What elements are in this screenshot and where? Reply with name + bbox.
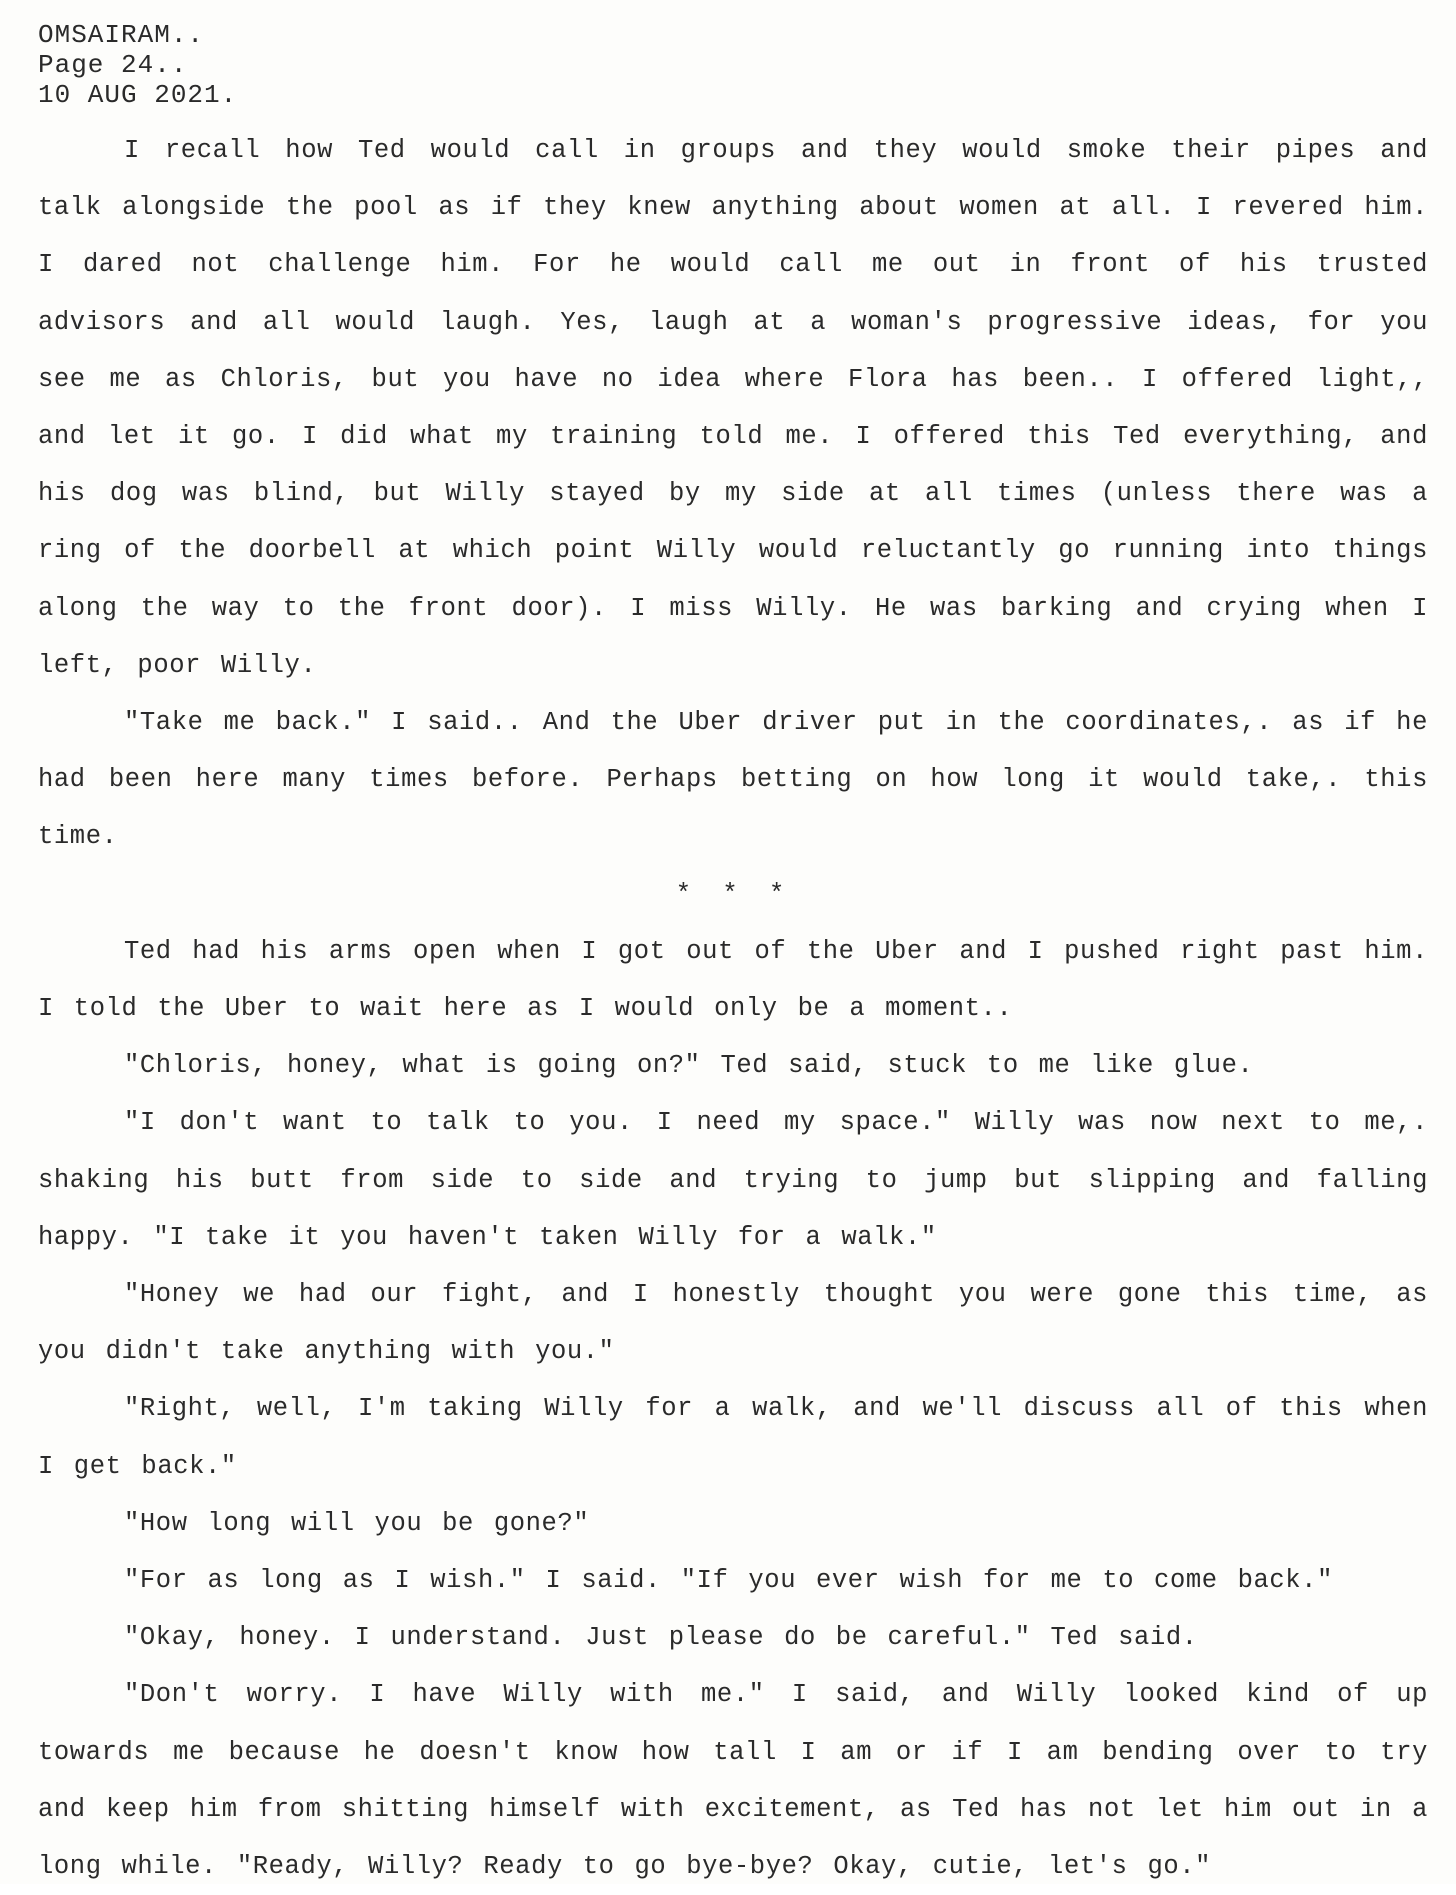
paragraph-6: "Honey we had our fight, and I honestly thought you were gone this time, as you didn't take anything with you." bbox=[38, 1280, 1428, 1367]
header-title: OMSAIRAM.. bbox=[38, 20, 205, 50]
paragraph-3: Ted had his arms open when I got out of the Uber and I pushed right past him. I told the Uber to wait here as I would only be a moment.. bbox=[38, 936, 1428, 1024]
paragraph-1: I recall how Ted would call in groups and they would smoke their pipes and talk alongside the pool as if they knew anything about women at all. I revered him. I dared not challenge him. For he would call me out in front of his trusted advisors and all would laugh. Yes, laugh at a woman's progressive ideas, for you see me as Chloris, but you have no idea where Flora has been.. I offered light,, and let it go. I did what my training told me. I offered this Ted everything, and his dog was blind, but Willy stayed by my side at all times (unless there was a ring of the doorbell at which point Willy would reluctantly go running into things along the way to the front door). I miss Willy. He was barking and crying when I left, poor Willy. bbox=[38, 136, 1428, 680]
paragraph-9: "For as long as I wish." I said. "If you ever wish for me to come back." bbox=[124, 1566, 1333, 1596]
paragraph-11: "Don't worry. I have Willy with me." I said, and Willy looked kind of up towards me because he doesn't know how tall I am or if I am bending over to try and keep him from shitting himself with excitement, as Ted has not let him out in a long while. "Ready, Willy? Ready to go bye-bye? Okay, cutie, let's go." bbox=[38, 1680, 1428, 1882]
paragraph-10: "Okay, honey. I understand. Just please do be careful." Ted said. bbox=[124, 1623, 1198, 1653]
header-date: 10 AUG 2021. bbox=[38, 80, 238, 110]
page-header bbox=[38, 20, 237, 110]
paragraph-8: "How long will you be gone?" bbox=[124, 1508, 590, 1538]
header-page-number: Page 24.. bbox=[38, 50, 188, 80]
paragraph-2: "Take me back." I said.. And the Uber driver put in the coordinates,. as if he had been here many times before. Perhaps betting on how long it would take,. this time. bbox=[38, 708, 1428, 852]
paragraph-7: "Right, well, I'm taking Willy for a walk, and we'll discuss all of this when I get back." bbox=[38, 1394, 1428, 1481]
document-body bbox=[38, 122, 1428, 1895]
paragraph-5: "I don't want to talk to you. I need my space." Willy was now next to me,. shaking his butt from side to side and trying to jump but slipping and falling happy. "I take it you haven't taken Willy for a walk." bbox=[38, 1108, 1428, 1252]
paragraph-4: "Chloris, honey, what is going on?" Ted said, stuck to me like glue. bbox=[124, 1051, 1254, 1081]
section-separator: * * * bbox=[675, 879, 791, 909]
